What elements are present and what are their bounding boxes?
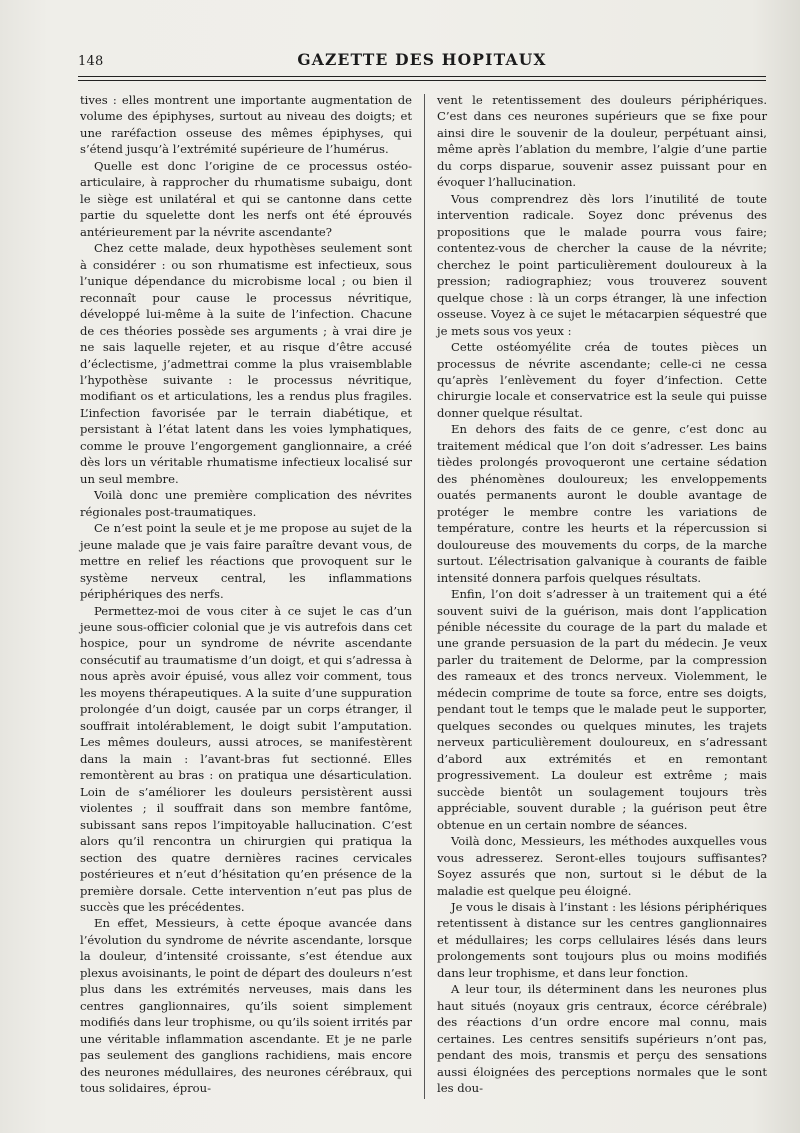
paragraph: En dehors des faits de ce genre, c’est donc au traitement médical que l’on doit s’adresser. Les bains tièdes prolongés provoqueront une certaine sédation des phénomènes douloureux; les enveloppements ouatés permanents auront le double avantage de protéger le membre contre les variations de température, contre les heurts et la répercussion si douloureuse des mouvements du corps, de la marche surtout. L’électrisation galvanique à courants de faible intensité donnera parfois quelques résultats.: [437, 422, 767, 585]
header-rule-top: [78, 76, 766, 77]
paragraph: Chez cette malade, deux hypothèses seulement sont à considérer : ou son rhumatisme est infectieux, sous l’unique dépendance du microbisme local ; ou bien il reconnaît pour cause le processus névritique, développé lui-même à la suite de l’infection. Chacune de ces théories possède ses arguments ; à vrai dire je ne sais laquelle rejeter, et au risque d’être accusé d’éclectisme, j’admettrai comme la plus vraisemblable l’hypothèse suivante : le processus névritique, modifiant os et articulations, les a rendus plus fragiles. L’infection favorisée par le terrain diabétique, et persistant à l’état latent dans les voies lymphatiques, comme le prouve l’engorgement ganglionnaire, a créé dès lors un véritable rhumatisme infectieux localisé sur un seul membre.: [80, 241, 412, 486]
paragraph: Ce n’est point la seule et je me propose au sujet de la jeune malade que je vais faire paraître devant vous, de mettre en relief les réactions que provoquent sur le système nerveux central, les inflammations périphériques des nerfs.: [80, 521, 412, 602]
paragraph: Quelle est donc l’origine de ce processus ostéo-articulaire, à rapprocher du rhumatisme subaigu, dont le siège est unilatéral et qui se cantonne dans cette partie du squelette dont les nerfs ont été éprouvés antérieurement par la névrite ascendante?: [80, 158, 412, 239]
paragraph: vent le retentissement des douleurs périphériques. C’est dans ces neurones supérieurs que se fixe pour ainsi dire le souvenir de la douleur, perpétuant ainsi, même après l’ablation du membre, l’algie d’une partie du corps disparue, souvenir assez puissant pour en évoquer l’hallucination.: [437, 93, 767, 190]
paragraph: Je vous le disais à l’instant : les lésions périphériques retentissent à distance sur les centres ganglionnaires et médullaires; les corps cellulaires lésés dans leurs prolongements sont toujours plus ou moins modifiés dans leur trophisme, et dans leur fonction.: [437, 899, 767, 980]
left-column: [80, 92, 412, 1097]
journal-title: GAZETTE DES HOPITAUX: [297, 50, 547, 69]
page-header: [78, 50, 766, 76]
column-divider: [424, 94, 425, 1099]
paragraph: Enfin, l’on doit s’adresser à un traitement qui a été souvent suivi de la guérison, mais dont l’application pénible nécessite du courage de la part du malade et une grande persuasion de la part du médecin. Je veux parler du traitement de Delorme, par la compression des rameaux et des troncs nerveux. Violemment, le médecin comprime de toute sa force, entre ses doigts, pendant tout le temps que le malade peut le supporter, quelques secondes ou quelques minutes, les trajets nerveux particulièrement douloureux, en s’adressant d’abord aux extrémités et en remontant progressivement. La douleur est extrême ; mais succède bientôt un soulagement toujours très appréciable, souvent durable ; la guérison peut être obtenue en un certain nombre de séances.: [437, 587, 767, 832]
right-column: [437, 92, 767, 1097]
paragraph: Voilà donc, Messieurs, les méthodes auxquelles vous vous adresserez. Seront-elles toujours suffisantes? Soyez assurés que non, surtout si le début de la maladie est quelque peu éloigné.: [437, 834, 767, 898]
paragraph: Voilà donc une première complication des névrites régionales post-traumatiques.: [80, 488, 412, 519]
page-number: 148: [78, 54, 104, 69]
header-rule-bottom: [78, 80, 766, 81]
paragraph: En effet, Messieurs, à cette époque avancée dans l’évolution du syndrome de névrite ascendante, lorsque la douleur, d’intensité croissante, s’est étendue aux plexus avoisinants, le point de départ des douleurs n’est plus dans les extrémités nerveuses, mais dans les centres ganglionnaires, qu’ils soient simplement modifiés dans leur trophisme, ou qu’ils soient irrités par une véritable inflammation ascendante. Et je ne parle pas seulement des ganglions rachidiens, mais encore des neurones médullaires, des neurones cérébraux, qui tous solidaires, éprou-: [80, 916, 412, 1096]
paragraph: A leur tour, ils déterminent dans les neurones plus haut situés (noyaux gris centraux, écorce cérébrale) des réactions d’un ordre encore mal connu, mais certaines. Les centres sensitifs supérieurs n’ont pas, pendant des mois, transmis et perçu des sensations aussi éloignées des perceptions normales que le sont les dou-: [437, 982, 767, 1096]
paragraph: tives : elles montrent une importante augmentation de volume des épiphyses, surtout au niveau des doigts; et une raréfaction osseuse des mêmes épiphyses, qui s’étend jusqu’à l’extrémité supérieure de l’humérus.: [80, 93, 412, 157]
paragraph: Cette ostéomyélite créa de toutes pièces un processus de névrite ascendante; celle-ci ne cessa qu’après l’enlèvement du foyer d’infection. Cette chirurgie locale et conservatrice est la seule qui puisse donner quelque résultat.: [437, 340, 767, 420]
paragraph: Vous comprendrez dès lors l’inutilité de toute intervention radicale. Soyez donc prévenus des propositions que le malade pourra vous faire; contentez-vous de chercher la cause de la névrite; cherchez le point particulièrement douloureux à la pression; radiographiez; vous trouverez souvent quelque chose : là un corps étranger, là une infection osseuse. Voyez à ce sujet le métacarpien séquestré que je mets sous vos yeux :: [437, 191, 767, 338]
paragraph: Permettez-moi de vous citer à ce sujet le cas d’un jeune sous-officier colonial que je vis autrefois dans cet hospice, pour un syndrome de névrite ascendante consécutif au traumatisme d’un doigt, et qui s’adressa à nous après avoir épuisé, vous allez voir comment, tous les moyens thérapeutiques. A la suite d’une suppuration prolongée d’un doigt, causée par un corps étranger, il souffrait intolérablement, le doigt subit l’amputation. Les mêmes douleurs, aussi atroces, se manifestèrent dans la main : l’avant-bras fut sectionné. Elles remontèrent au bras : on pratiqua une désarticulation. Loin de s’améliorer les douleurs persistèrent aussi violentes ; il souffrait dans son membre fantôme, subissant sans repos l’impitoyable hallucination. C’est alors qu’il rencontra un chirurgien qui pratiqua la section des quatre dernières racines cervicales postérieures et n’eut d’hésitation qu’en présence de la première dorsale. Cette intervention n’eut pas plus de succès que les précédentes.: [80, 603, 412, 914]
